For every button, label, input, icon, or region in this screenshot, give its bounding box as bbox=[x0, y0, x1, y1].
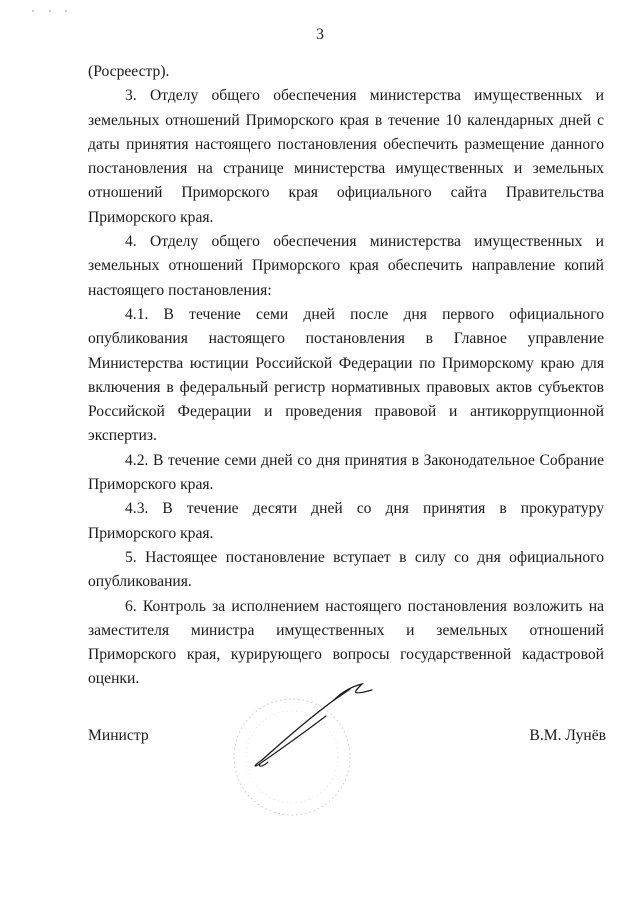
document-body bbox=[88, 60, 604, 692]
page-number: 3 bbox=[316, 26, 324, 43]
signatory-name: В.М. Лунёв bbox=[529, 727, 606, 744]
handwritten-signature bbox=[222, 672, 382, 822]
paragraph-4: 4. Отделу общего обеспечения министерства имущественных и земельных отношений Приморского края обеспечить направление копий настоящего постановления: bbox=[88, 233, 604, 299]
paragraph-continuation: (Росреестр). bbox=[88, 63, 170, 80]
paragraph-3: 3. Отделу общего обеспечения министерства имущественных и земельных отношений Приморского края в течение 10 календарных дней с даты принятия настоящего постановления обеспечить размещение данного постановления на странице министерства имущественных и земельных отношений Приморского края официального сайта Правительства Приморского края. bbox=[88, 87, 604, 226]
paragraph-4-3: 4.3. В течение десяти дней со дня принятия в прокуратуру Приморского края. bbox=[88, 500, 604, 542]
scan-marks bbox=[30, 8, 70, 14]
paragraph-6: 6. Контроль за исполнением настоящего постановления возложить на заместителя министра имущественных и земельных отношений Приморского края, курирующего вопросы государственной кадастровой оценки. bbox=[88, 597, 604, 688]
paragraph-5: 5. Настоящее постановление вступает в силу со дня официального опубликования. bbox=[88, 548, 604, 591]
paragraph-4-1: 4.1. В течение семи дней после дня первого официального опубликования настоящего постановления в Главное управление Министерства юстиции Российской Федерации по Приморскому краю для включения в федеральный регистр нормативных правовых актов субъектов Российской Федерации и проведения правовой и антикоррупционной экспертиз. bbox=[88, 305, 604, 445]
signatory-title: Министр bbox=[88, 727, 149, 744]
paragraph-4-2: 4.2. В течение семи дней со дня принятия в Законодательное Собрание Приморского края. bbox=[88, 451, 604, 494]
